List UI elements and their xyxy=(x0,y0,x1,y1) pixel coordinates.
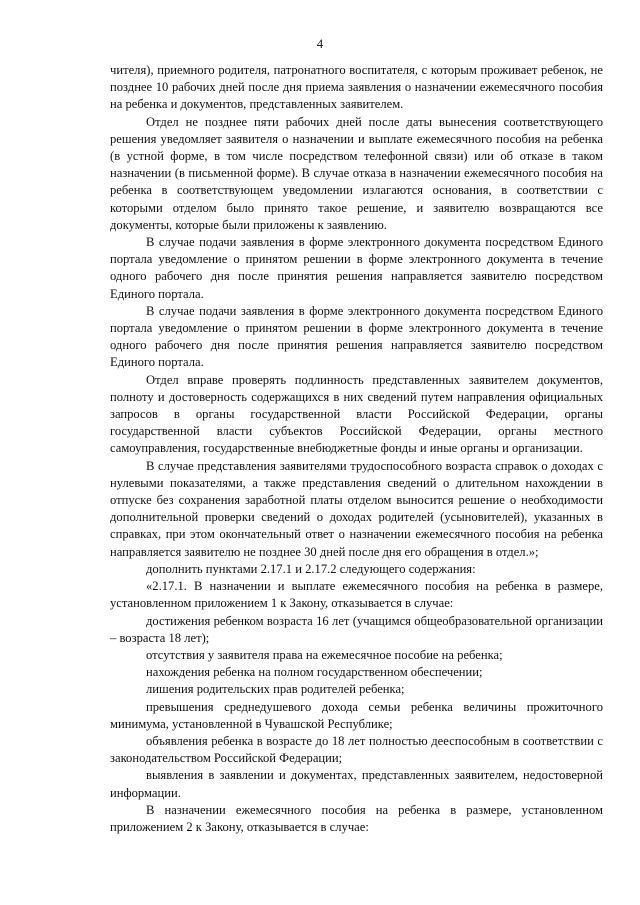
paragraph-continuation: чителя), приемного родителя, патронатного воспитателя, с которым проживает ребенок, не позднее 10 рабочих дней после дня приема заявления о назначении ежемесячного пособия на ребенка и документов, представленных заявителем. xyxy=(110,63,603,112)
paragraph-notification: Отдел не позднее пяти рабочих дней после даты вынесения соответствующего решения уведомляет заявителя о назначении и выплате ежемесячного пособия на ребенка (в устной форме, в том числе посредством телефонной связи) или об отказе в таком назначении (в письменной форме). В случае отказа в назначении ежемесячного пособия на ребенка в соответствующем уведомлении излагаются основания, в соответствии с которыми отделом было принято такое решение, и заявителю возвращаются все документы, которые были приложены к заявлению. xyxy=(110,114,603,232)
paragraph-zero-income: В случае представления заявителями трудоспособного возраста справок о доходах с нулевыми показателями, а также представления сведений о длительном нахождении в отпуске без сохранения заработной платы отделом выносится решение о необходимости дополнительной проверки сведений о доходах родителей (усыновителей), указанных в справках, при этом окончательный ответ о назначении ежемесячного пособия на ребенка направляется заявителю не позднее 30 дней после дня его обращения в отдел.»; xyxy=(110,458,603,559)
list-item-age: достижения ребенком возраста 16 лет (учащимся общеобразовательной организации – возраста 18 лет); xyxy=(110,613,603,645)
list-item-capacity: объявления ребенка в возрасте до 18 лет полностью дееспособным в соответствии с законодательством Российской Федерации; xyxy=(110,733,603,766)
page-number: 4 xyxy=(316,37,324,51)
paragraph-electronic-2: В случае подачи заявления в форме электронного документа посредством Единого портала уведомление о принятом решении в форме электронного документа в течение одного рабочего дня после принятия решения направляется заявителю посредством Единого портала. xyxy=(110,303,603,370)
list-item-no-right: отсутствия у заявителя права на ежемесячное пособие на ребенка; xyxy=(146,647,503,662)
paragraph-electronic-1: В случае подачи заявления в форме электронного документа посредством Единого портала уведомление о принятом решении в форме электронного документа в течение одного рабочего дня после принятия решения направляется заявителю посредством Единого портала. xyxy=(110,235,603,301)
document-body xyxy=(110,62,603,836)
list-item-false-info: выявления в заявлении и документах, представленных заявителем, недостоверной информации. xyxy=(110,768,603,800)
paragraph-amendment-intro: дополнить пунктами 2.17.1 и 2.17.2 следующего содержания: xyxy=(146,561,476,576)
paragraph-refusal-2: В назначении ежемесячного пособия на ребенка в размере, установленном приложением 2 к Закону, отказывается в случае: xyxy=(110,802,603,834)
list-item-deprivation: лишения родительских прав родителей ребенка; xyxy=(146,682,405,697)
paragraph-refusal-1: «2.17.1. В назначении и выплате ежемесячного пособия на ребенка в размере, установленном приложением 1 к Закону, отказывается в случае: xyxy=(110,579,603,611)
paragraph-verification: Отдел вправе проверять подлинность представленных заявителем документов, полноту и достоверность содержащихся в них сведений путем направления официальных запросов в органы государственной власти Российской Федерации, органы государственной власти субъектов Российской Федерации, органы местного самоуправления, государственные внебюджетные фонды и иные органы и организации. xyxy=(110,372,603,456)
list-item-income: превышения среднедушевого дохода семьи ребенка величины прожиточного минимума, установленной в Чувашской Республике; xyxy=(110,699,603,731)
list-item-state-care: нахождения ребенка на полном государственном обеспечении; xyxy=(146,665,483,680)
